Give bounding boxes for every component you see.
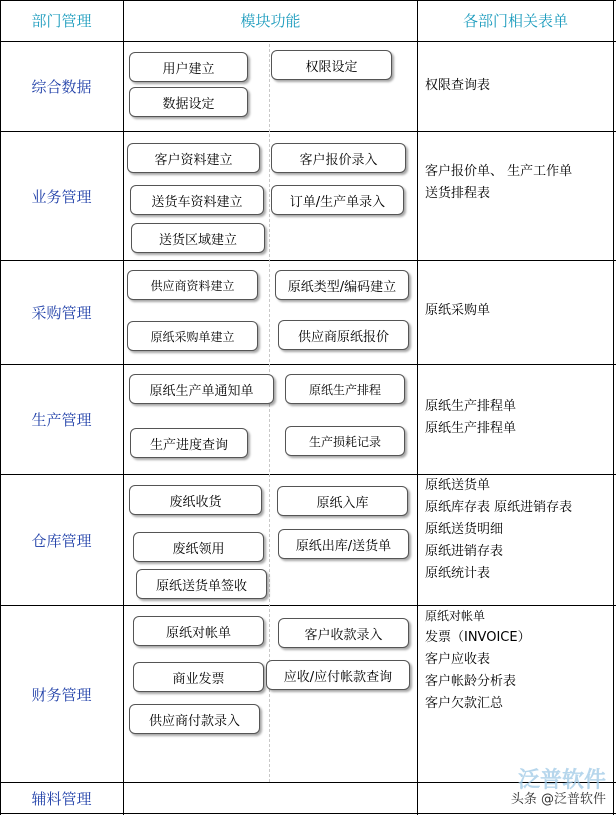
module-button[interactable]: 供应商原纸报价 (278, 320, 409, 350)
module-button[interactable]: 用户建立 (129, 52, 248, 82)
module-button[interactable]: 生产损耗记录 (285, 426, 405, 456)
form-item: 客户帐龄分析表 (425, 674, 517, 689)
module-button[interactable]: 送货车资料建立 (130, 185, 264, 215)
forms-list (425, 300, 490, 322)
module-button[interactable]: 权限设定 (271, 50, 392, 80)
dept-label: 综合数据 (31, 78, 92, 96)
form-item: 原纸统计表 (425, 566, 491, 581)
module-button[interactable]: 送货区域建立 (131, 223, 265, 253)
form-item: 原纸库存表 原纸进销存表 (425, 500, 573, 515)
module-button[interactable]: 原纸类型/编码建立 (275, 270, 409, 300)
form-item: 原纸采购单 (425, 303, 491, 318)
column-divider (123, 0, 124, 815)
module-button[interactable]: 数据设定 (129, 87, 248, 117)
form-item: 原纸进销存表 (425, 544, 504, 559)
module-button[interactable]: 客户报价录入 (271, 143, 406, 173)
form-item: 客户欠款汇总 (425, 696, 504, 711)
form-item: 客户报价单、 生产工作单 (425, 164, 573, 179)
module-button[interactable]: 原纸采购单建立 (127, 321, 258, 351)
dept-label: 财务管理 (31, 685, 92, 704)
forms-list (425, 475, 572, 585)
table-border-bottom (0, 813, 616, 814)
module-button[interactable]: 供应商付款录入 (129, 704, 260, 734)
module-button[interactable]: 原纸生产排程 (285, 374, 405, 404)
dept-label: 辅料管理 (31, 789, 92, 808)
module-button[interactable]: 原纸出库/送货单 (278, 529, 409, 559)
column-divider (417, 0, 418, 815)
module-button[interactable]: 应收/应付帐款查询 (266, 660, 410, 690)
forms-list (425, 396, 516, 440)
forms-list (425, 161, 572, 205)
module-button[interactable]: 原纸对帐单 (133, 616, 264, 646)
module-button[interactable]: 原纸送货单签收 (136, 569, 267, 599)
module-button[interactable]: 客户资料建立 (127, 143, 260, 173)
watermark-logo: 泛普软件 (517, 768, 606, 793)
forms-list (425, 75, 490, 97)
module-button[interactable]: 供应商资料建立 (127, 270, 258, 300)
form-item: 原纸生产排程单 (425, 399, 517, 414)
watermark-caption: 头条 @泛普软件 (510, 792, 606, 807)
form-item: 原纸生产排程单 (425, 421, 517, 436)
dept-label: 仓库管理 (31, 531, 92, 550)
header-forms: 各部门相关表单 (462, 11, 568, 30)
module-button[interactable]: 商业发票 (133, 662, 264, 692)
header-modules: 模块功能 (240, 11, 301, 30)
form-item: 原纸送货单 (425, 478, 491, 493)
forms-list (425, 605, 531, 715)
form-item: 原纸送货明细 (425, 522, 504, 537)
dept-label: 采购管理 (31, 304, 92, 322)
module-button[interactable]: 生产进度查询 (130, 428, 248, 458)
table-border-right (613, 0, 614, 815)
header-dept: 部门管理 (31, 11, 92, 30)
module-button[interactable]: 原纸生产单通知单 (129, 374, 274, 404)
form-item: 原纸对帐单 (425, 609, 486, 623)
module-button[interactable]: 废纸收货 (129, 485, 262, 515)
form-item: 发票（INVOICE） (425, 630, 531, 645)
dept-label: 生产管理 (31, 411, 92, 429)
form-item: 客户应收表 (425, 652, 491, 667)
form-item: 权限查询表 (425, 78, 491, 93)
module-button[interactable]: 客户收款录入 (278, 618, 409, 648)
module-button[interactable]: 废纸领用 (133, 532, 264, 562)
module-button[interactable]: 原纸入库 (277, 486, 408, 516)
watermark (511, 763, 606, 807)
form-item: 送货排程表 (425, 186, 491, 201)
module-button[interactable]: 订单/生产单录入 (271, 185, 404, 215)
dept-label: 业务管理 (31, 187, 92, 206)
